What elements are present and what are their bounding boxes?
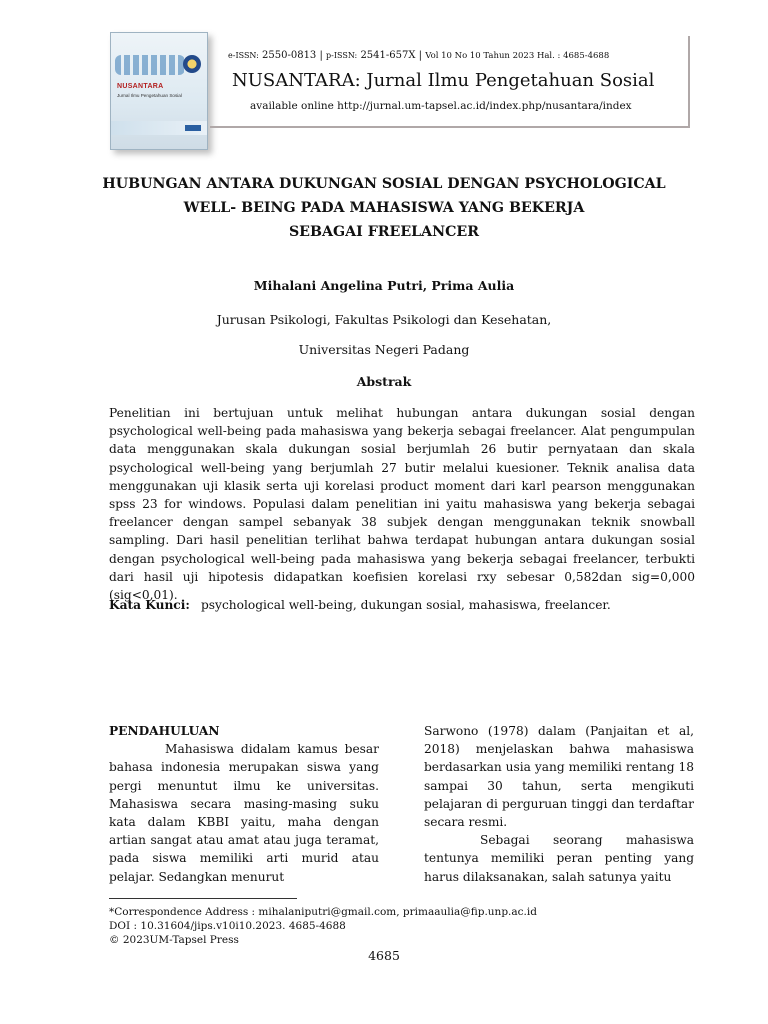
body-left-column	[109, 722, 379, 886]
body-paragraph: Sebagai seorang mahasiswa tentunya memiliki peran penting yang harus dilaksanakan, salah satunya yaitu	[424, 833, 694, 884]
keywords-list: psychological well-being, dukungan sosial, mahasiswa, freelancer.	[201, 598, 611, 612]
article-title	[0, 172, 768, 244]
pissn-label: p-ISSN:	[326, 51, 358, 60]
footnotes	[109, 905, 537, 947]
body-right-column	[424, 722, 694, 886]
cover-title: NUSANTARA	[117, 83, 164, 90]
affiliation-university: Universitas Negeri Padang	[298, 342, 470, 357]
eissn-value: 2550-0813	[262, 50, 317, 61]
copyright: © 2023UM-Tapsel Press	[109, 934, 239, 946]
cover-seal-logo	[183, 55, 201, 73]
article-title-line: HUBUNGAN ANTARA DUKUNGAN SOSIAL DENGAN PSYCHOLOGICAL	[102, 176, 666, 192]
cover-badge	[185, 125, 201, 131]
article-title-line: SEBAGAI FREELANCER	[288, 224, 480, 240]
footnote-divider	[109, 898, 297, 899]
doi: DOI : 10.31604/jips.v10i10.2023. 4685-4688	[109, 920, 346, 932]
volume-info: Vol 10 No 10 Tahun 2023 Hal. : 4685-4688	[425, 51, 610, 61]
article-title-line: WELL- BEING PADA MAHASISWA YANG BEKERJA	[183, 200, 585, 216]
journal-cover-image	[110, 32, 208, 150]
abstract-text: Penelitian ini bertujuan untuk melihat hubungan antara dukungan sosial dengan psychological well-being pada mahasiswa yang bekerja sebagai freelancer. Alat pengumpulan data menggunakan skala dukungan sosial berjumlah 26 butir pernyataan dan skala psychological well-being yang berjumlah 27 butir melalui kuesioner. Teknik analisa data menggunakan uji klasik serta uji korelasi product moment dari karl pearson menggunakan spss 23 for windows. Populasi dalam penelitian ini yaitu mahasiswa yang bekerja sebagai freelancer dengan sampel sebanyak 38 subjek dengan menggunakan teknik snowball sampling. Dari hasil penelitian terlihat bahwa terdapat hubungan antara dukungan sosial dengan psychological well-being pada mahasiswa yang bekerja sebagai freelancer, terbukti dari hasil uji hipotesis didapatkan koefisien korelasi rxy sebesar 0,582dan sig=0,000 (sig<0,01).	[109, 406, 695, 603]
cover-subtitle: Jurnal Ilmu Pengetahuan Sosial	[117, 93, 182, 98]
journal-title: NUSANTARA: Jurnal Ilmu Pengetahuan Sosial	[232, 70, 655, 91]
abstract-heading: Abstrak	[356, 374, 412, 389]
pissn-value: 2541-657X	[360, 50, 416, 61]
body-paragraph: Sarwono (1978) dalam (Panjaitan et al, 2018) menjelaskan bahwa mahasiswa berdasarkan usia yang memiliki rentang 18 sampai 30 tahun, serta mengikuti pelajaran di perguruan tinggi dan terdaftar secara resmi.	[424, 724, 694, 830]
journal-url[interactable]: available online http://jurnal.um-tapsel.ac.id/index.php/nusantara/index	[250, 100, 632, 112]
keywords	[109, 598, 695, 612]
authors: Mihalani Angelina Putri, Prima Aulia	[253, 278, 515, 293]
correspondence-address: *Correspondence Address : mihalaniputri@gmail.com, primaaulia@fip.unp.ac.id	[109, 906, 537, 918]
body-paragraph: Mahasiswa didalam kamus besar bahasa indonesia merupakan siswa yang pergi menuntut ilmu ke universitas. Mahasiswa secara masing-masing suku kata dalam KBBI yaitu, maha dengan artian sangat atau amat atau juga teramat, pada siswa memiliki arti murid atau pelajar. Sedangkan menurut	[109, 742, 379, 884]
section-heading: PENDAHULUAN	[109, 724, 220, 738]
eissn-label: e-ISSN:	[228, 51, 259, 60]
page-number: 4685	[368, 948, 400, 963]
journal-meta-line: e-ISSN: 2550-0813 | p-ISSN: 2541-657X | Vol 10 No 10 Tahun 2023 Hal. : 4685-4688	[228, 50, 610, 61]
affiliation-department: Jurusan Psikologi, Fakultas Psikologi dan Kesehatan,	[216, 312, 552, 327]
cover-map-graphic	[115, 55, 185, 75]
keywords-label: Kata Kunci:	[109, 598, 190, 612]
